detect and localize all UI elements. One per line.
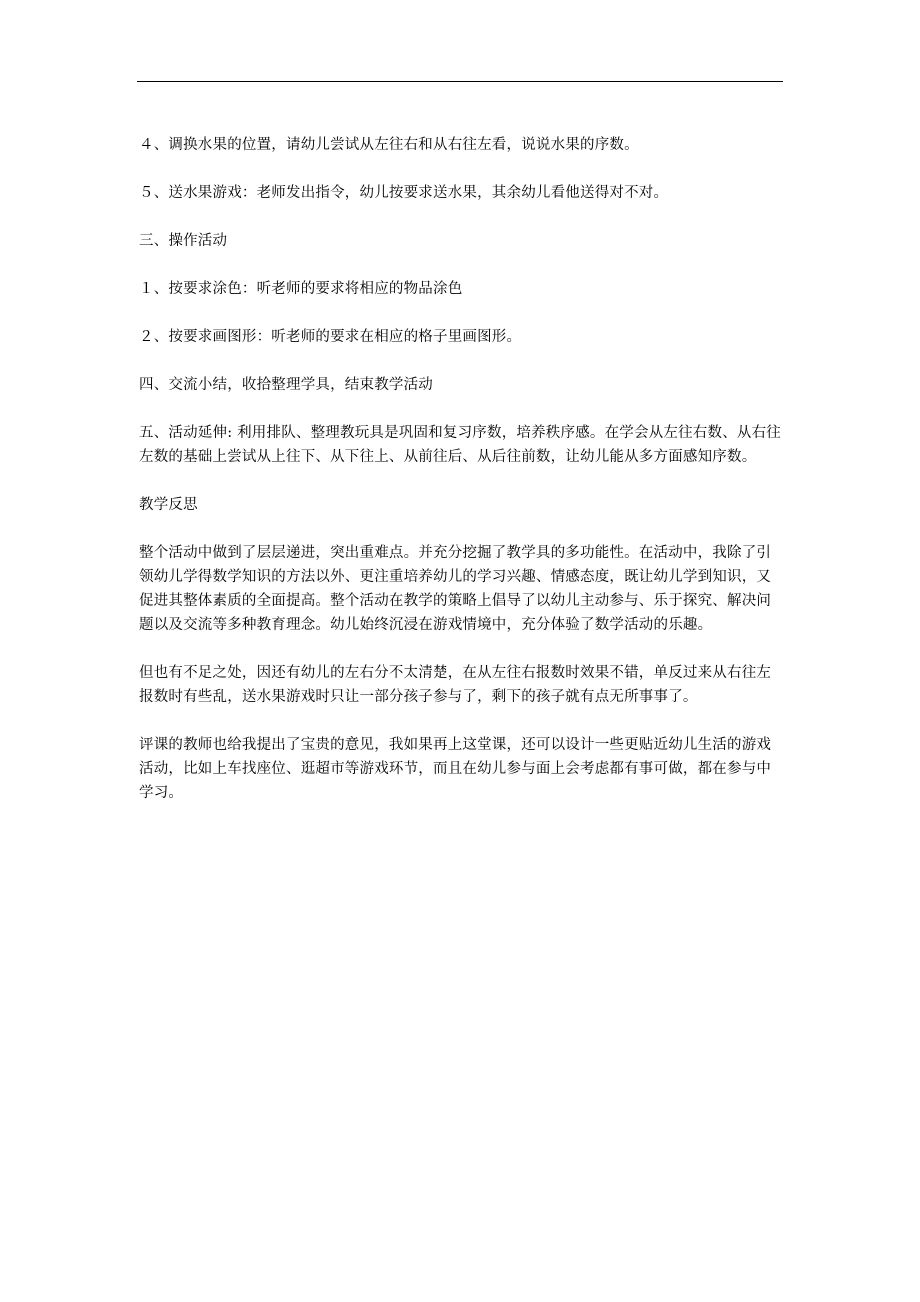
- paragraph-step-5: ５、送水果游戏：老师发出指令，幼儿按要求送水果，其余幼儿看他送得对不对。: [139, 185, 669, 201]
- paragraph-reflection-1: 整个活动中做到了层层递进，突出重难点。并充分挖掘了教学具的多功能性。在活动中，我除了引领幼儿学得数学知识的方法以外、更注重培养幼儿的学习兴趣、情感态度，既让幼儿学到知识，又促进其整体素质的全面提高。整个活动在教学的策略上倡导了以幼儿主动参与、乐于探究、解决问题以及交流等多种教育理念。幼儿始终沉浸在游戏情境中，充分体验了数学活动的乐趣。: [139, 545, 772, 633]
- section-heading-summary: 四、交流小结，收拾整理学具，结束教学活动: [139, 377, 433, 393]
- paragraph-extension: 五、活动延伸: 利用排队、整理教玩具是巩固和复习序数，培养秩序感。在学会从左往右数、从右往左数的基础上尝试从上往下、从下往上、从前往后、从后往前数，让幼儿能从多方面感知序数。: [139, 425, 781, 465]
- section-heading-reflection: 教学反思: [139, 497, 198, 513]
- paragraph-operation-1: １、按要求涂色：听老师的要求将相应的物品涂色: [139, 281, 463, 297]
- paragraph-reflection-3: 评课的教师也给我提出了宝贵的意见，我如果再上这堂课，还可以设计一些更贴近幼儿生活的游戏活动，比如上车找座位、逛超市等游戏环节，而且在幼儿参与面上会考虑都有事可做，都在参与中学习。: [139, 737, 772, 801]
- paragraph-reflection-2: 但也有不足之处，因还有幼儿的左右分不太清楚，在从左往右报数时效果不错，单反过来从右往左报数时有些乱，送水果游戏时只让一部分孩子参与了，剩下的孩子就有点无所事事了。: [139, 665, 772, 705]
- section-heading-operation: 三、操作活动: [139, 233, 228, 249]
- header-rule: [137, 81, 783, 82]
- paragraph-operation-2: ２、按要求画图形：听老师的要求在相应的格子里画图形。: [139, 329, 522, 345]
- document-body: [139, 133, 785, 829]
- paragraph-step-4: ４、调换水果的位置，请幼儿尝试从左往右和从右往左看，说说水果的序数。: [139, 137, 639, 153]
